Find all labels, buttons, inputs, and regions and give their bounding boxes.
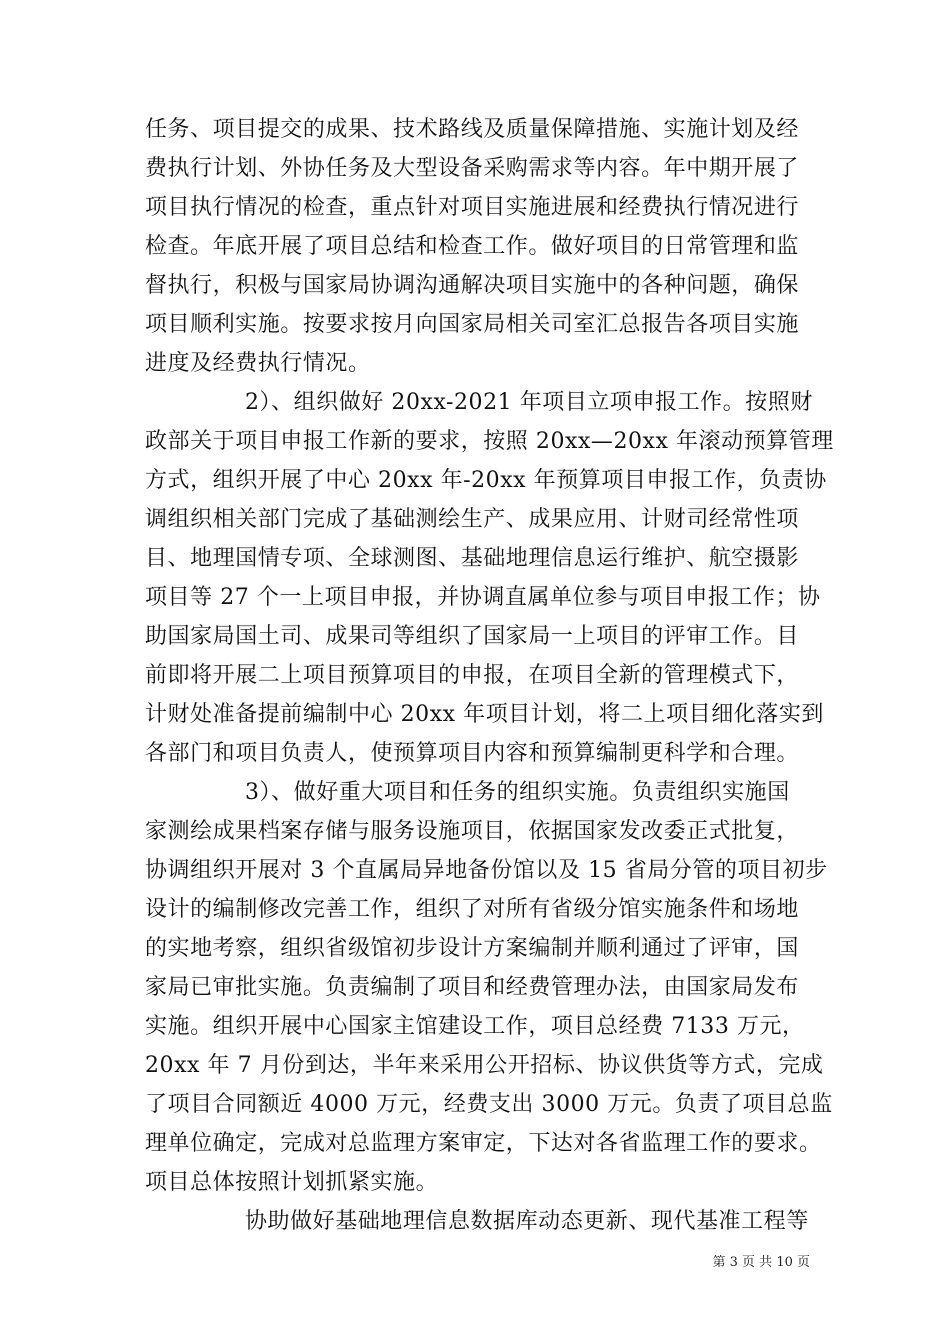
paragraph-line: 家测绘成果档案存储与服务设施项目，依据国家发改委正式批复， bbox=[145, 819, 799, 844]
paragraph-line: 项目总体按照计划抓紧实施。 bbox=[145, 1170, 439, 1195]
paragraph-line: 的实地考察，组织省级馆初步设计方案编制并顺利通过了评审，国 bbox=[145, 936, 799, 961]
paragraph-line-indented: 3）、做好重大项目和任务的组织实施。负责组织实施国 bbox=[245, 780, 790, 805]
paragraph-line: 项目执行情况的检查，重点针对项目实施进展和经费执行情况进行 bbox=[145, 195, 799, 220]
paragraph-line: 政部关于项目申报工作新的要求，按照 20xx—20xx 年滚动预算管理 bbox=[145, 429, 834, 454]
paragraph-line: 项目顺利实施。按要求按月向国家局相关司室汇总报告各项目实施 bbox=[145, 312, 799, 337]
paragraph-line: 项目等 27 个一上项目申报，并协调直属单位参与项目申报工作；协 bbox=[145, 585, 821, 610]
paragraph-line: 督执行，积极与国家局协调沟通解决项目实施中的各种问题，确保 bbox=[145, 273, 799, 298]
paragraph-line-indented: 协助做好基础地理信息数据库动态更新、现代基准工程等 bbox=[245, 1209, 809, 1234]
paragraph-line: 方式，组织开展了中心 20xx 年-20xx 年预算项目申报工作，负责协 bbox=[145, 468, 827, 493]
paragraph-line: 协调组织开展对 3 个直属局异地备份馆以及 15 省局分管的项目初步 bbox=[145, 858, 828, 883]
paragraph-line: 目、地理国情专项、全球测图、基础地理信息运行维护、航空摄影 bbox=[145, 546, 799, 571]
paragraph-line: 任务、项目提交的成果、技术路线及质量保障措施、实施计划及经 bbox=[145, 117, 799, 142]
paragraph-line: 设计的编制修改完善工作，组织了对所有省级分馆实施条件和场地 bbox=[145, 897, 799, 922]
paragraph-line: 费执行计划、外协任务及大型设备采购需求等内容。年中期开展了 bbox=[145, 156, 799, 181]
paragraph-line: 20xx 年 7 月份到达，半年来采用公开招标、协议供货等方式，完成 bbox=[145, 1053, 824, 1078]
paragraph-line: 实施。组织开展中心国家主馆建设工作，项目总经费 7133 万元， bbox=[145, 1014, 805, 1039]
page-number: 第 3 页 共 10 页 bbox=[712, 1255, 810, 1270]
paragraph-line: 进度及经费执行情况。 bbox=[145, 351, 371, 376]
paragraph-line: 各部门和项目负责人，使预算项目内容和预算编制更科学和合理。 bbox=[145, 741, 799, 766]
paragraph-line: 了项目合同额近 4000 万元，经费支出 3000 万元。负责了项目总监 bbox=[145, 1092, 833, 1117]
paragraph-line: 理单位确定，完成对总监理方案审定，下达对各省监理工作的要求。 bbox=[145, 1131, 822, 1156]
paragraph-line: 前即将开展二上项目预算项目的申报，在项目全新的管理模式下， bbox=[145, 663, 799, 688]
paragraph-line: 家局已审批实施。负责编制了项目和经费管理办法，由国家局发布 bbox=[145, 975, 799, 1000]
paragraph-line: 计财处准备提前编制中心 20xx 年项目计划，将二上项目细化落实到 bbox=[145, 702, 824, 727]
paragraph-line: 检查。年底开展了项目总结和检查工作。做好项目的日常管理和监 bbox=[145, 234, 799, 259]
paragraph-line-indented: 2）、组织做好 20xx-2021 年项目立项申报工作。按照财 bbox=[245, 390, 813, 415]
paragraph-line: 调组织相关部门完成了基础测绘生产、成果应用、计财司经常性项 bbox=[145, 507, 799, 532]
paragraph-line: 助国家局国土司、成果司等组织了国家局一上项目的评审工作。目 bbox=[145, 624, 799, 649]
